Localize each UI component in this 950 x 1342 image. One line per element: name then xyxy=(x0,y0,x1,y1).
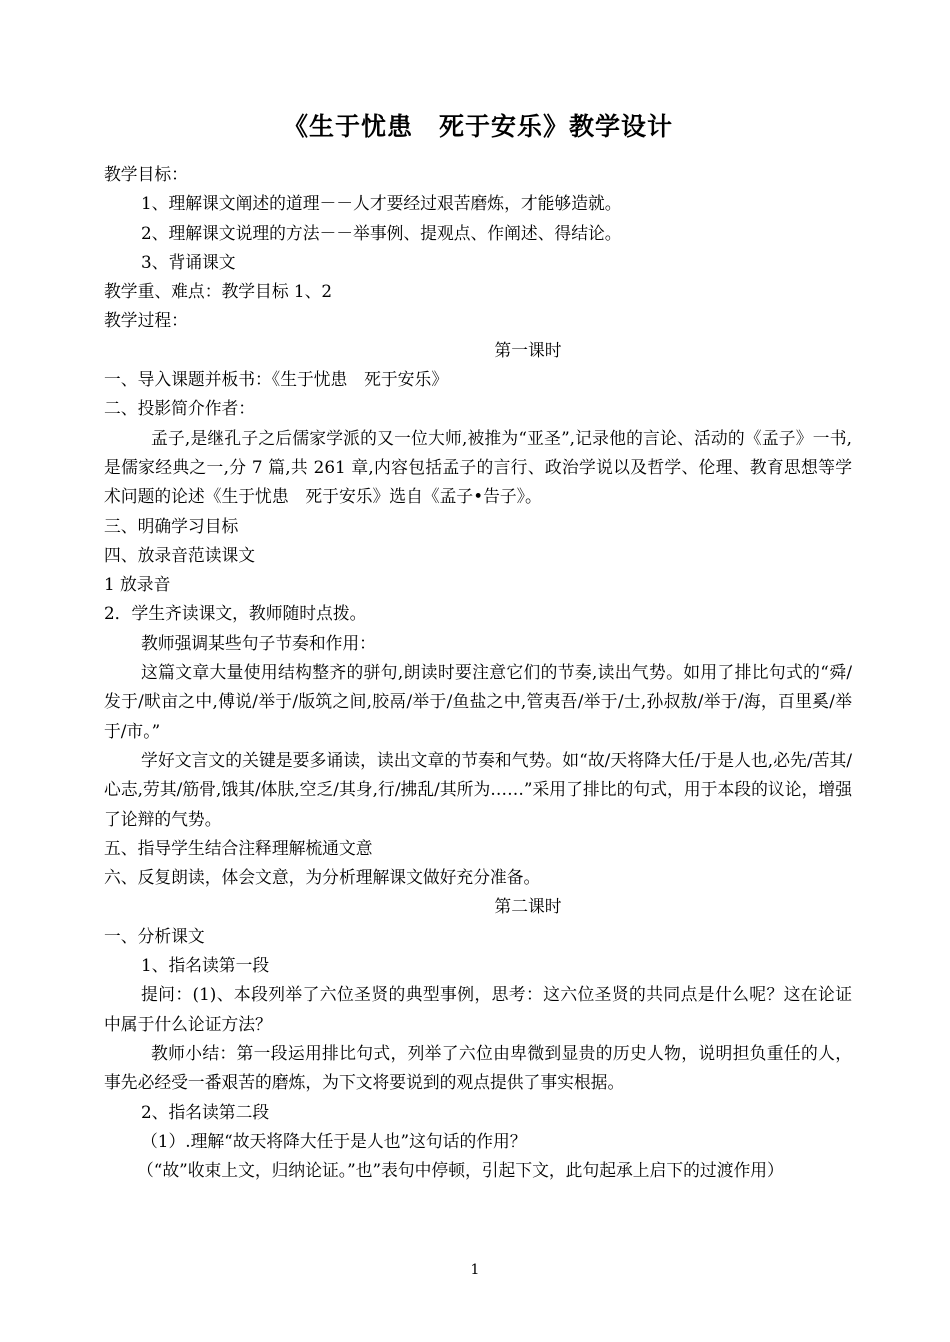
sub-step-1: 1 放录音 xyxy=(104,574,171,595)
step-6: 六、反复朗读，体会文意，为分析理解课文做好充分准备。 xyxy=(104,867,541,888)
recite-paragraph: 学好文言文的关键是要多诵读，读出文章的节奏和气势。如“故/天将降大任/于是人也,必先/苦其/心志,劳其/筋骨,饿其/体肤,空乏/其身,行/拂乱/其所为……”采用了排比的句式，用于本段的议论，增强了论辩的气势。 xyxy=(104,749,852,829)
teacher-summary: 教师小结：第一段运用排比句式，列举了六位由卑微到显贵的历史人物，说明担负重任的人，事先必经受一番艰苦的磨炼，为下文将要说到的观点提供了事实根据。 xyxy=(104,1042,852,1093)
step-4: 四、放录音范读课文 xyxy=(104,544,256,565)
goals-heading: 教学目标： xyxy=(104,164,188,184)
process-heading: 教学过程： xyxy=(104,310,188,331)
document-title: 《生于忧患 死于安乐》教学设计 xyxy=(282,112,673,141)
answer-2: （“故”收束上文，归纳论证。”也”表句中停顿，引起下文，此句起承上启下的过渡作用） xyxy=(137,1160,784,1181)
analysis-heading: 一、分析课文 xyxy=(104,925,205,946)
goal-item-2: 2、理解课文说理的方法－－举事例、提观点、作阐述、得结论。 xyxy=(141,222,622,243)
question-1: 提问：(1)、本段列举了六位圣贤的典型事例，思考：这六位圣贤的共同点是什么呢？这在论证中属于什么论证方法？ xyxy=(104,984,852,1034)
step-2: 二、投影简介作者： xyxy=(104,398,256,419)
author-intro: 孟子,是继孔子之后儒家学派的又一位大师,被推为“亚圣”,记录他的言论、活动的《孟子》一书,是儒家经典之一,分 7 篇,共 261 章,内容包括孟子的言行、政治学说以及哲学、伦理、教育思想等学术问题的论述《生于忧患 死于安乐》选自《孟子•告子》。 xyxy=(104,427,852,507)
sub-step-2: 2．学生齐读课文，教师随时点拨。 xyxy=(104,603,367,624)
teacher-emphasis: 教师强调某些句子节奏和作用： xyxy=(141,632,376,653)
rhythm-paragraph: 这篇文章大量使用结构整齐的骈句,朗读时要注意它们的节奏,读出气势。如用了排比句式的“舜/发于/畎亩之中,傅说/举于/版筑之间,胶鬲/举于/鱼盐之中,管夷吾/举于/士,孙叔敖/举于/海，百里奚/举于/市。” xyxy=(104,662,852,741)
lesson-1-heading: 第一课时 xyxy=(494,339,562,360)
lesson-2-heading: 第二课时 xyxy=(494,896,562,917)
read-paragraph-2: 2、指名读第二段 xyxy=(141,1101,270,1122)
page-number: 1 xyxy=(470,1262,480,1278)
goal-item-1: 1、理解课文阐述的道理－－人才要经过艰苦磨炼，才能够造就。 xyxy=(141,193,622,214)
question-2: （1）.理解“故天将降大任于是人也”这句话的作用？ xyxy=(141,1130,527,1151)
read-paragraph-1: 1、指名读第一段 xyxy=(141,955,270,976)
step-5: 五、指导学生结合注释理解梳通文意 xyxy=(104,837,373,858)
step-1: 一、导入课题并板书：《生于忧患 死于安乐》 xyxy=(104,369,449,390)
step-3: 三、明确学习目标 xyxy=(104,515,239,536)
document-page xyxy=(104,112,852,1185)
key-points: 教学重、难点：教学目标 1、2 xyxy=(104,281,333,302)
goal-item-3: 3、背诵课文 xyxy=(141,251,236,272)
